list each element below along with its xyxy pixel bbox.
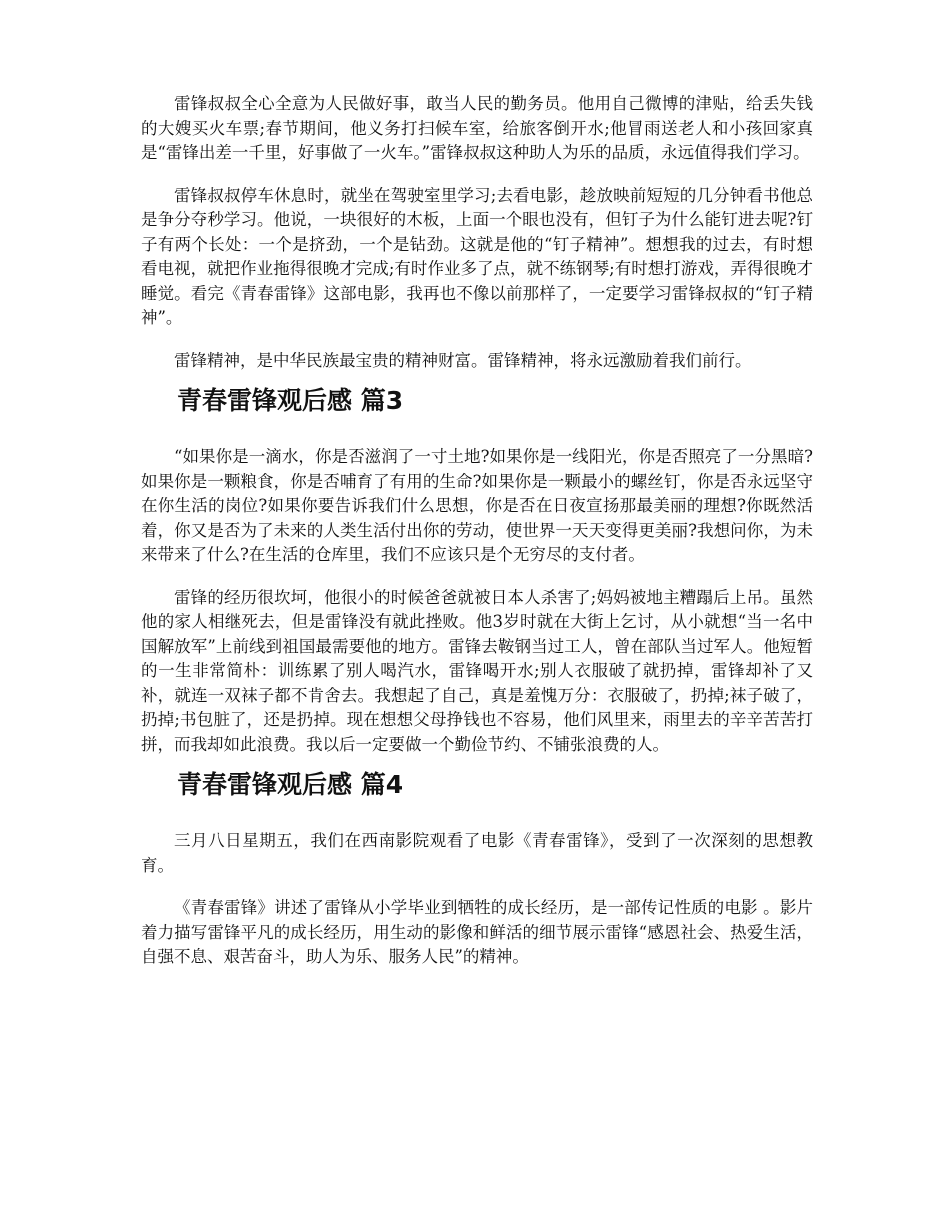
- paragraph-s4-p1: 三月八日星期五，我们在西南影院观看了电影《青春雷锋》，受到了一次深刻的思想教育。: [141, 831, 813, 875]
- paragraph-s4-p2: 《青春雷锋》讲述了雷锋从小学毕业到牺牲的成长经历，是一部传记性质的电影 。影片着力描写雷锋平凡的成长经历，用生动的影像和鲜活的细节展示雷锋“感恩社会、热爱生活，自强不息、艰苦奋斗，助人为乐、服务人民”的精神。: [141, 898, 813, 966]
- document-page: [141, 92, 813, 970]
- paragraph-s1-p1: 雷锋叔叔全心全意为人民做好事，敢当人民的勤务员。他用自己微博的津贴，给丢失钱的大嫂买火车票;春节期间，他义务打扫候车室，给旅客倒开水;他冒雨送老人和小孩回家真是“雷锋出差一千里，好事做了一火车。”雷锋叔叔这种助人为乐的品质，永远值得我们学习。: [141, 94, 813, 162]
- paragraph-s3-p1: “如果你是一滴水，你是否滋润了一寸土地?如果你是一线阳光，你是否照亮了一分黑暗?如果你是一颗粮食，你是否哺育了有用的生命?如果你是一颗最小的螺丝钉，你是否永远坚守在你生活的岗位?如果你要告诉我们什么思想，你是否在日夜宣扬那最美丽的理想?你既然活着，你又是否为了未来的人类生活付出你的劳动，使世界一天天变得更美丽?我想问你，为未来带来了什么?在生活的仓库里，我们不应该只是个无穷尽的支付者。: [141, 447, 813, 564]
- paragraph-s1-p2: 雷锋叔叔停车休息时，就坐在驾驶室里学习;去看电影，趁放映前短短的几分钟看书他总是争分夺秒学习。他说，一块很好的木板，上面一个眼也没有，但钉子为什么能钉进去呢?钉子有两个长处：一个是挤劲，一个是钻劲。这就是他的“钉子精神”。想想我的过去，有时想看电视，就把作业拖得很晚才完成;有时作业多了点，就不练钢琴;有时想打游戏，弄得很晚才睡觉。看完《青春雷锋》这部电影，我再也不像以前那样了，一定要学习雷锋叔叔的“钉子精神”。: [141, 185, 813, 327]
- paragraph-s1-p3: 雷锋精神，是中华民族最宝贵的精神财富。雷锋精神，将永远激励着我们前行。: [174, 350, 752, 370]
- section-heading-3: 青春雷锋观后感 篇3: [177, 386, 404, 415]
- section-heading-4: 青春雷锋观后感 篇4: [177, 770, 404, 799]
- paragraph-s3-p2: 雷锋的经历很坎坷，他很小的时候爸爸就被日本人杀害了;妈妈被地主糟蹋后上吊。虽然他的家人相继死去，但是雷锋没有就此挫败。他3岁时就在大街上乞讨，从小就想“当一名中国解放军”上前线到祖国最需要他的地方。雷锋去鞍钢当过工人，曾在部队当过军人。他短暂的一生非常简朴：训练累了别人喝汽水，雷锋喝开水;别人衣服破了就扔掉，雷锋却补了又补，就连一双袜子都不肯舍去。我想起了自己，真是羞愧万分：衣服破了，扔掉;袜子破了，扔掉;书包脏了，还是扔掉。现在想想父母挣钱也不容易，他们风里来，雨里去的辛辛苦苦打拼，而我却如此浪费。我以后一定要做一个勤俭节约、不铺张浪费的人。: [141, 587, 813, 754]
